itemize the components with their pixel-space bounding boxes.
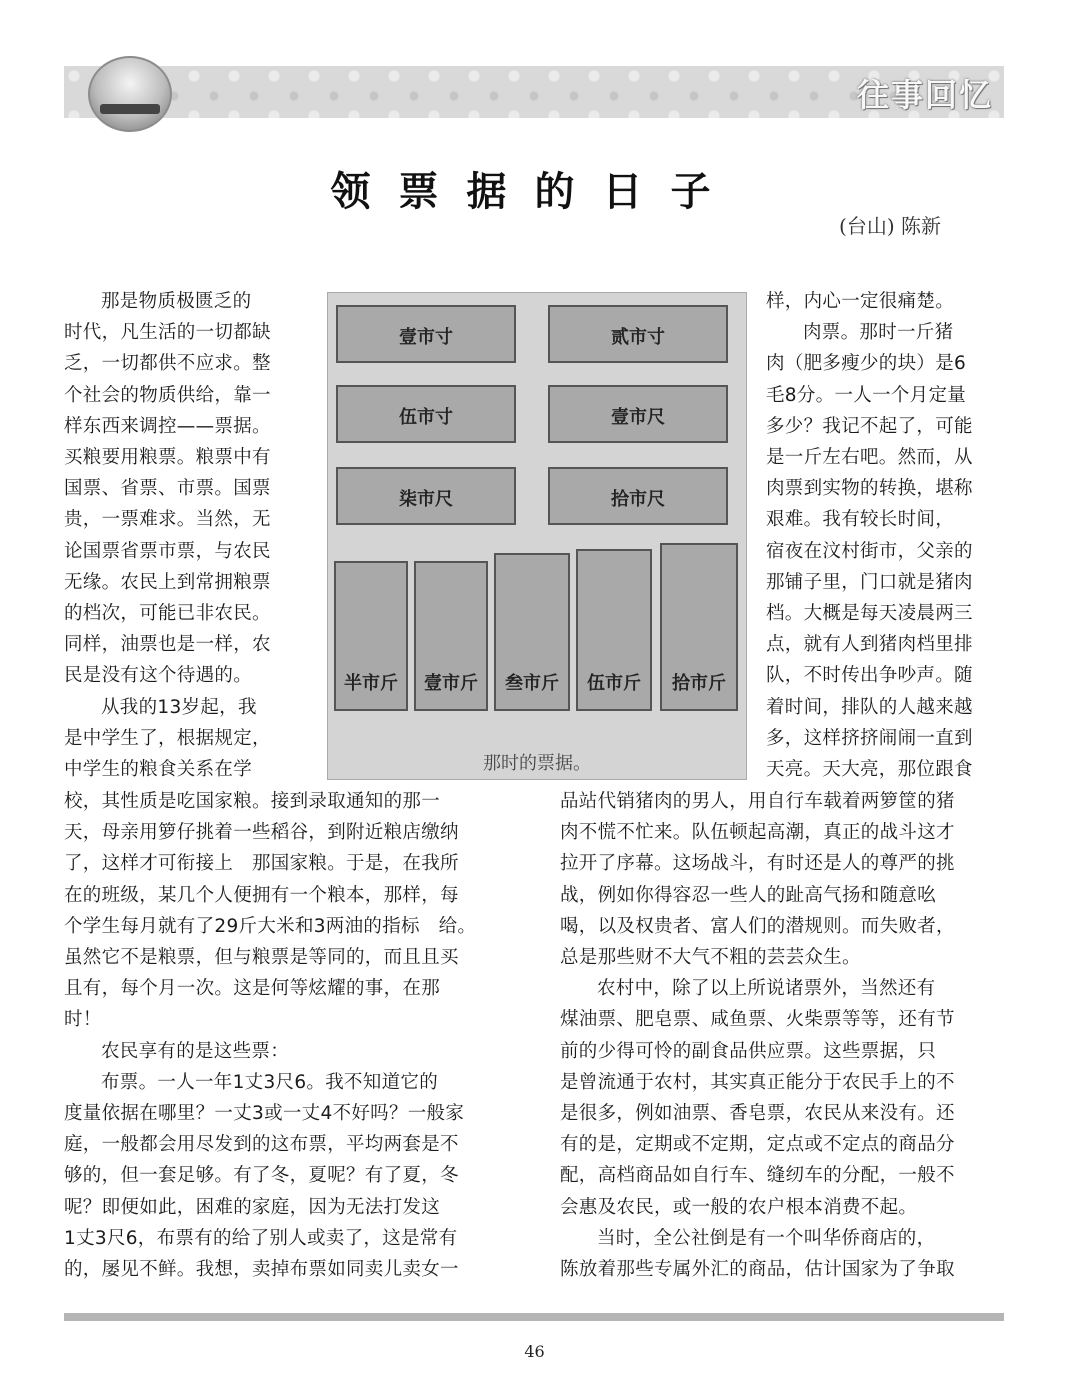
ration-tickets-photo bbox=[327, 292, 747, 780]
text-line: 多，这样挤挤闹闹一直到 bbox=[766, 727, 973, 749]
text-line: 是很多，例如油票、香皂票，农民从来没有。还 bbox=[560, 1103, 955, 1125]
right-narrow-column bbox=[766, 286, 1006, 785]
text-line: 队，不时传出争吵声。随 bbox=[766, 665, 973, 687]
text-line: 呢？即便如此，困难的家庭，因为无法打发这 bbox=[64, 1196, 441, 1218]
text-line: 喝，以及权贵者、富人们的潜规则。而失败者， bbox=[560, 915, 955, 937]
paragraph: 那是物质极匮乏的 bbox=[101, 291, 252, 312]
ticket-label: 壹市寸 bbox=[399, 327, 453, 349]
cloth-ticket bbox=[336, 385, 516, 443]
ticket-label: 壹市斤 bbox=[424, 673, 478, 694]
text-line: 天，母亲用箩仔挑着一些稻谷，到附近粮店缴纳 bbox=[64, 822, 459, 844]
cloth-ticket bbox=[548, 467, 728, 525]
left-full-column bbox=[64, 786, 514, 1285]
ticket-label: 拾市斤 bbox=[672, 673, 726, 694]
text-line: 的档次，可能已非农民。 bbox=[64, 603, 271, 625]
text-line: 毛8分。一人一个月定量 bbox=[766, 384, 967, 406]
text-line: 品站代销猪肉的男人，用自行车载着两箩筐的猪 bbox=[560, 791, 955, 812]
text-line: 的，屡见不鲜。我想，卖掉布票如同卖儿卖女一 bbox=[64, 1259, 459, 1281]
ticket-label: 贰市寸 bbox=[611, 327, 665, 349]
grain-ticket bbox=[334, 561, 408, 711]
text-line: 艰难。我有较长时间， bbox=[766, 509, 955, 531]
text-line: 是曾流通于农村，其实真正能分于农民手上的不 bbox=[560, 1071, 955, 1093]
grain-ticket bbox=[576, 549, 652, 711]
section-title: 往事回忆 bbox=[856, 76, 993, 114]
text-line: 肉不慌不忙来。队伍顿起高潮，真正的战斗这才 bbox=[560, 822, 955, 844]
text-line: 肉（肥多瘦少的块）是6 bbox=[766, 353, 967, 375]
text-line: 天亮。天大亮，那位跟食 bbox=[766, 759, 973, 781]
cloth-ticket bbox=[336, 305, 516, 363]
text-line: 国票、省票、市票。国票 bbox=[64, 478, 271, 500]
text-line: 点，就有人到猪肉档里排 bbox=[766, 634, 973, 656]
text-line: 肉票到实物的转换，堪称 bbox=[766, 478, 973, 500]
grain-ticket bbox=[494, 553, 570, 711]
header-landscape-image bbox=[88, 56, 172, 132]
text-line: 是一斤左右吧。然而，从 bbox=[766, 447, 973, 469]
text-line: 论国票省票市票，与农民 bbox=[64, 540, 271, 562]
grain-ticket bbox=[660, 543, 738, 711]
text-line: 乏，一切都供不应求。整 bbox=[64, 353, 271, 375]
text-line: 虽然它不是粮票，但与粮票是等同的，而且且买 bbox=[64, 947, 459, 969]
ticket-label: 柒市尺 bbox=[399, 489, 453, 511]
paragraph: 布票。一人一年1丈3尺6。我不知道它的 bbox=[101, 1071, 439, 1093]
text-line: 校，其性质是吃国家粮。接到录取通知的那一 bbox=[64, 791, 441, 812]
text-line: 贵，一票难求。当然，无 bbox=[64, 509, 271, 531]
text-line: 档。大概是每天凌晨两三 bbox=[766, 603, 973, 625]
text-line: 个学生每月就有了29斤大米和3两油的指标 给。 bbox=[64, 915, 477, 937]
text-line: 买粮要用粮票。粮票中有 bbox=[64, 447, 271, 469]
right-full-column bbox=[560, 786, 1008, 1285]
paragraph: 当时，全公社倒是有一个叫华侨商店的， bbox=[597, 1227, 936, 1249]
ticket-label: 拾市尺 bbox=[611, 489, 665, 511]
text-line: 1丈3尺6，布票有的给了别人或卖了，这是常有 bbox=[64, 1227, 458, 1249]
ticket-label: 壹市尺 bbox=[611, 407, 665, 429]
text-line: 拉开了序幕。这场战斗，有时还是人的尊严的挑 bbox=[560, 853, 955, 875]
ticket-label: 伍市斤 bbox=[587, 673, 641, 694]
text-line: 够的，但一套足够。有了冬，夏呢？有了夏，冬 bbox=[64, 1165, 459, 1187]
article-author: (台山) 陈新 bbox=[839, 214, 941, 238]
cloth-ticket bbox=[548, 385, 728, 443]
text-line: 在的班级，某几个人便拥有一个粮本，那样，每 bbox=[64, 884, 459, 906]
photo-caption: 那时的票据。 bbox=[483, 753, 591, 774]
text-line: 着时间，排队的人越来越 bbox=[766, 696, 973, 718]
text-line: 了，这样才可衔接上 那国家粮。于是，在我所 bbox=[64, 853, 459, 875]
paragraph: 农村中，除了以上所说诸票外，当然还有 bbox=[597, 978, 936, 1000]
text-line: 样，内心一定很痛楚。 bbox=[766, 291, 955, 312]
text-line: 且有，每个月一次。这是何等炫耀的事，在那 bbox=[64, 978, 441, 1000]
text-line: 多少？我记不起了，可能 bbox=[766, 415, 973, 437]
text-line: 无缘。农民上到常拥粮票 bbox=[64, 571, 271, 593]
paragraph: 从我的13岁起，我 bbox=[101, 696, 257, 718]
text-line: 前的少得可怜的副食品供应票。这些票据，只 bbox=[560, 1040, 937, 1062]
text-line: 时代，凡生活的一切都缺 bbox=[64, 322, 271, 344]
footer-rule bbox=[64, 1313, 1004, 1321]
text-line: 会惠及农民，或一般的农户根本消费不起。 bbox=[560, 1196, 918, 1218]
text-line: 战，例如你得容忍一些人的趾高气扬和随意吆 bbox=[560, 884, 937, 906]
cloth-ticket bbox=[548, 305, 728, 363]
text-line: 庭，一般都会用尽发到的这布票，平均两套是不 bbox=[64, 1134, 459, 1156]
ticket-label: 叁市斤 bbox=[505, 673, 559, 694]
left-narrow-column bbox=[64, 286, 304, 785]
article-title: 领票据的日子 bbox=[330, 168, 739, 215]
text-line: 宿夜在汶村街市，父亲的 bbox=[766, 540, 973, 562]
text-line: 那铺子里，门口就是猪肉 bbox=[766, 571, 973, 593]
text-line: 中学生的粮食关系在学 bbox=[64, 759, 253, 781]
text-line: 有的是，定期或不定期，定点或不定点的商品分 bbox=[560, 1134, 955, 1156]
page-number: 46 bbox=[524, 1342, 545, 1361]
paragraph: 农民享有的是这些票： bbox=[101, 1040, 290, 1062]
text-line: 配，高档商品如自行车、缝纫车的分配，一般不 bbox=[560, 1165, 955, 1187]
text-line: 同样，油票也是一样，农 bbox=[64, 634, 271, 656]
text-line: 民是没有这个待遇的。 bbox=[64, 665, 253, 687]
text-line: 总是那些财不大气不粗的芸芸众生。 bbox=[560, 947, 861, 969]
text-line: 陈放着那些专属外汇的商品，估计国家为了争取 bbox=[560, 1259, 955, 1281]
text-line: 度量依据在哪里？一丈3或一丈4不好吗？一般家 bbox=[64, 1103, 465, 1125]
ticket-label: 伍市寸 bbox=[399, 407, 453, 429]
cloth-ticket bbox=[336, 467, 516, 525]
text-line: 个社会的物质供给，靠一 bbox=[64, 384, 271, 406]
paragraph: 肉票。那时一斤猪 bbox=[803, 322, 954, 344]
text-line: 样东西来调控——票据。 bbox=[64, 415, 271, 437]
ticket-label: 半市斤 bbox=[344, 673, 398, 694]
text-line: 是中学生了，根据规定， bbox=[64, 727, 271, 749]
text-line: 煤油票、肥皂票、咸鱼票、火柴票等等，还有节 bbox=[560, 1009, 955, 1031]
grain-ticket bbox=[414, 561, 488, 711]
text-line: 时！ bbox=[64, 1009, 102, 1031]
